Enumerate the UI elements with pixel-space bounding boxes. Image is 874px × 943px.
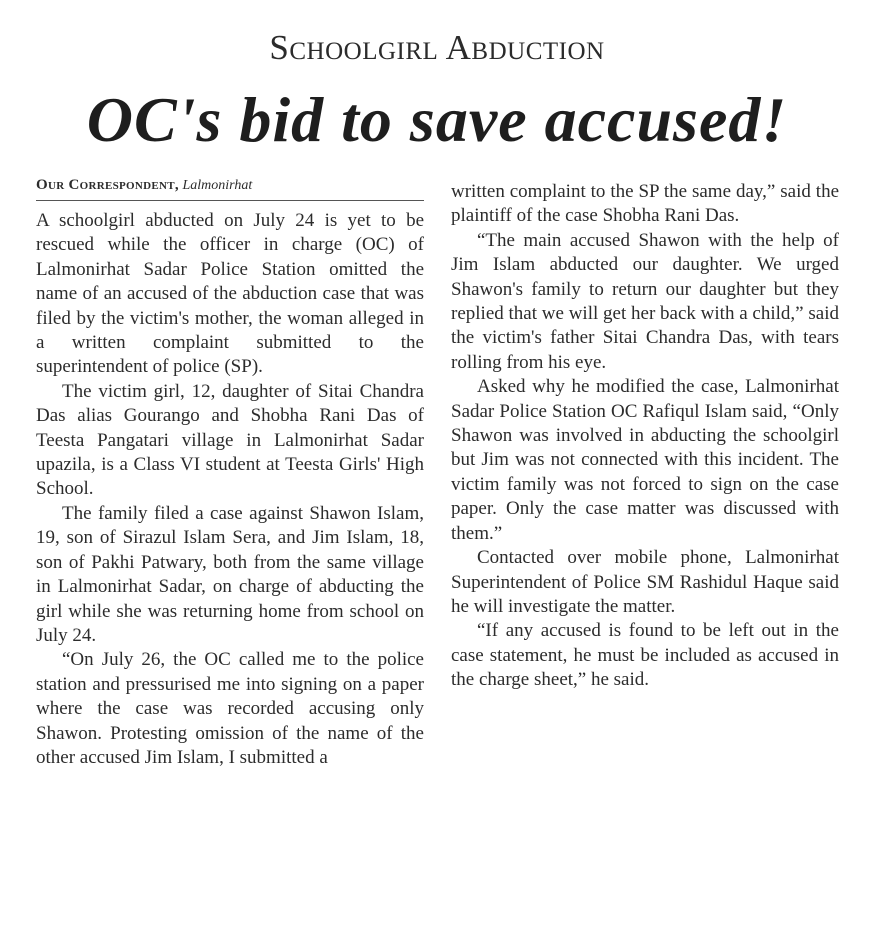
- article-headline: OC's bid to save accused!: [86, 84, 788, 155]
- article-paragraph: Asked why he modified the case, Lalmonirhat Sadar Police Station OC Rafiqul Islam said, “Only Shawon was involved in abducting the schoolgirl but Jim was not connected with this incident. The victim family was not forced to sign on the case paper. Only the case matter was discussed with them.”: [451, 376, 839, 544]
- article-column-left: [36, 176, 424, 770]
- article-paragraph: “On July 26, the OC called me to the police station and pressurised me into signing on a paper where the case was recorded accusing only Shawon. Protesting omission of the name of the other accused Jim Islam, I submitted a: [36, 649, 424, 768]
- article-paragraph: The victim girl, 12, daughter of Sitai Chandra Das alias Gourango and Shobha Rani Das of Teesta Pangatari village in Lalmonirhat Sadar upazila, is a Class VI student at Teesta Girls' High School.: [36, 380, 424, 500]
- byline-location: Lalmonirhat: [182, 178, 253, 193]
- article-paragraph: A schoolgirl abducted on July 24 is yet to be rescued while the officer in charge (OC) of Lalmonirhat Sadar Police Station omitted the name of an accused of the abduction case that was filed by the victim's mother, the woman alleged in a written complaint submitted to the superintendent of police (SP).: [36, 210, 424, 378]
- article-paragraph: “If any accused is found to be left out in the case statement, he must be included as accused in the charge sheet,” he said.: [451, 620, 839, 691]
- article-paragraph: “The main accused Shawon with the help of Jim Islam abducted our daughter. We urged Shawon's family to return our daughter but they replied that we will get her back with a child,” said the victim's father Sitai Chandra Das, with tears rolling from his eye.: [451, 229, 839, 373]
- article-paragraph: Contacted over mobile phone, Lalmonirhat Superintendent of Police SM Rashidul Haque said he will investigate the matter.: [451, 547, 839, 617]
- article-paragraph: The family filed a case against Shawon Islam, 19, son of Sirazul Islam Sera, and Jim Islam, 18, son of Pakhi Patwary, both from the same village in Lalmonirhat Sadar, on charge of abducting the girl while she was returning home from school on July 24.: [36, 502, 424, 646]
- article-column-right: [451, 180, 839, 693]
- byline: [36, 176, 424, 201]
- article-kicker: Schoolgirl Abduction: [269, 28, 605, 67]
- byline-author: Our Correspondent,: [36, 177, 179, 193]
- article-paragraph: written complaint to the SP the same day,” said the plaintiff of the case Shobha Rani Das.: [451, 181, 839, 227]
